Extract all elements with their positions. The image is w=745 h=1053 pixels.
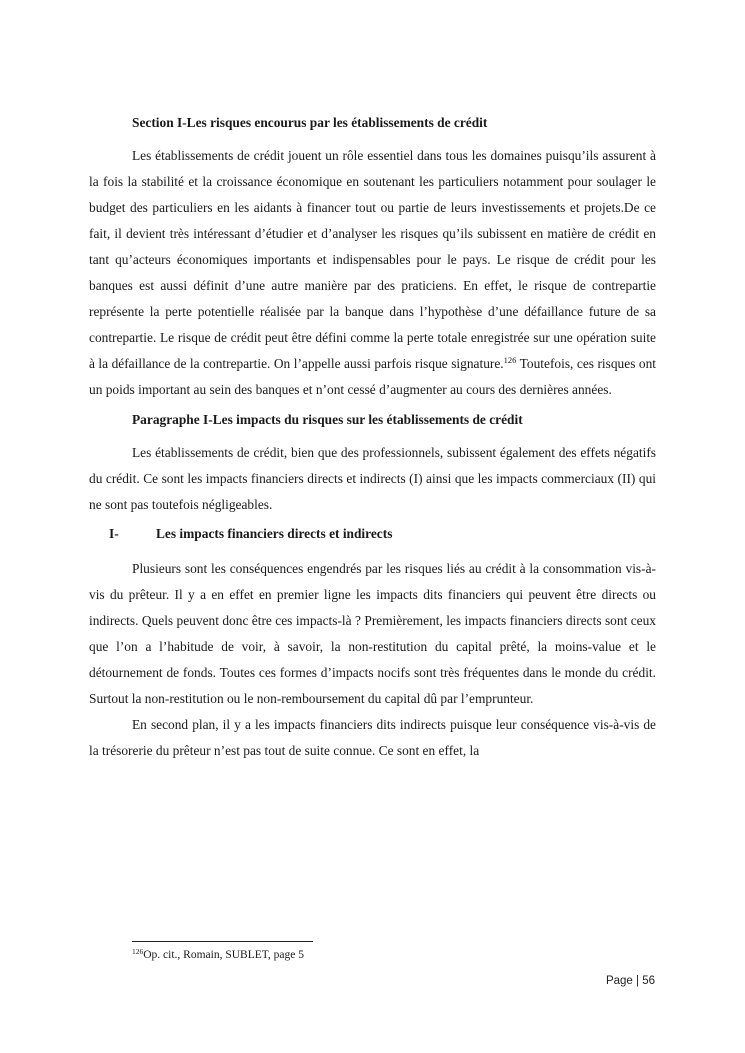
footnote-separator [132,941,313,942]
paragraph-text: Toutefois, ces risques ont un poids important au sein des banques et n’ont cessé d’augmenter au cours des dernières années. [89,356,657,397]
page-number: Page | 56 [605,975,655,987]
subheading [89,523,656,545]
subheading-title: Les impacts financiers directs et indirects [156,526,393,541]
footnote [132,948,304,962]
body-paragraph-overview: Les établissements de crédit, bien que des professionnels, subissent également des effets négatifs du crédit. Ce sont les impacts financiers directs et indirects (I) ainsi que les impacts commerciaux (II) qui ne sont pas toutefois négligeables. [89,445,656,512]
page-body [89,112,656,764]
footnote-number: 126 [132,947,144,956]
footnote-text: Op. cit., Romain, SUBLET, page 5 [143,949,305,961]
section-heading: Section I-Les risques encourus par les établissements de crédit [132,115,488,130]
body-paragraph-indirect-impacts: En second plan, il y a les impacts financiers dits indirects puisque leur conséquence vis-à-vis de la trésorerie du prêteur n’est pas tout de suite connue. Ce sont en effet, la [89,717,656,758]
footnote-reference[interactable]: 126 [503,355,517,365]
paragraph-heading: Paragraphe I-Les impacts du risques sur les établissements de crédit [132,412,523,427]
body-paragraph-direct-impacts: Plusieurs sont les conséquences engendrés par les risques liés au crédit à la consommation vis-à-vis du prêteur. Il y a en effet en premier ligne les impacts dits financiers qui peuvent être directs ou indirects. Quels peuvent donc être ces impacts-là ? Premièrement, les impacts financiers directs sont ceux que l’on a l’habitude de voir, à savoir, la non-restitution du capital prêté, la moins-value et le détournement de fonds. Toutes ces formes d’impacts nocifs sont très fréquentes dans le monde du crédit. Surtout la non-restitution ou le non-remboursement du capital dû par l’emprunteur. [89,561,656,706]
subheading-number: I- [109,526,119,541]
paragraph-text: Les établissements de crédit jouent un rôle essentiel dans tous les domaines puisqu’ils assurent à la fois la stabilité et la croissance économique en soutenant les particuliers notamment pour soulager le budget des particuliers en les aidants à financer tout ou partie de leurs investissements et projets.De ce fait, il devient très intéressant d’étudier et d’analyser les risques qu’ils subissent en matière de crédit en tant qu’acteurs économiques importants et indispensables pour le pays. Le risque de crédit pour les banques est aussi définit d’une autre manière par des praticiens. En effet, le risque de contrepartie représente la perte potentielle réalisée par la banque dans l’hypothèse d’une défaillance future de sa contrepartie. Le risque de crédit peut être défini comme la perte totale enregistrée sur une opération suite à la défaillance de la contrepartie. On l’appelle aussi parfois risque signature. [89,148,656,371]
body-paragraph-intro [89,143,656,403]
